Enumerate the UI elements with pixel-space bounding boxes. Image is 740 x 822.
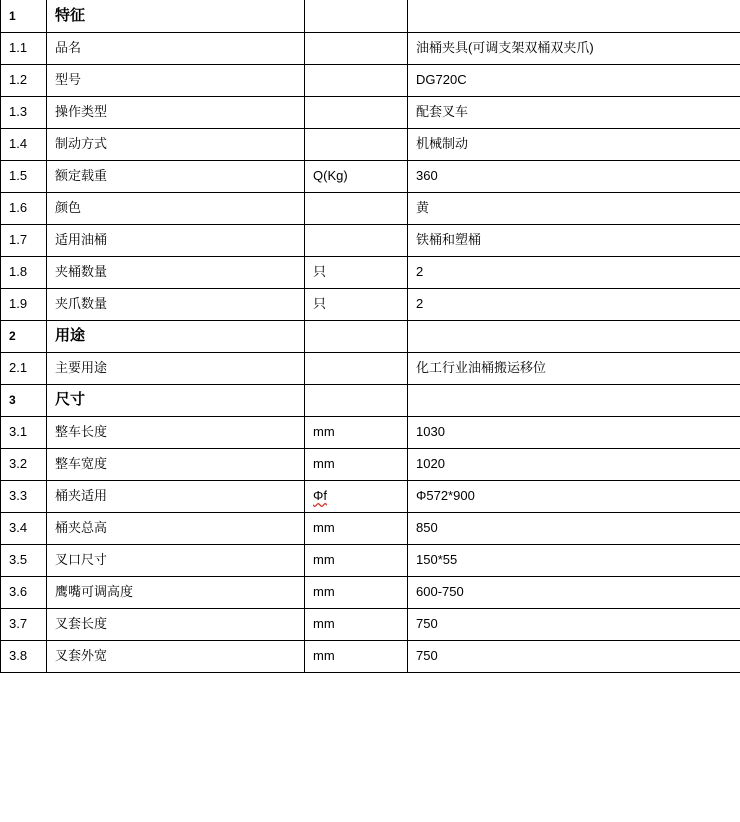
row-item: 叉套长度 xyxy=(47,608,305,640)
row-number: 1.1 xyxy=(1,32,47,64)
table-row xyxy=(1,384,740,416)
row-value: 360 xyxy=(408,160,740,192)
row-unit xyxy=(305,480,408,512)
row-value: 1020 xyxy=(408,448,740,480)
row-unit xyxy=(305,128,408,160)
table-row xyxy=(1,160,740,192)
row-unit: mm xyxy=(305,544,408,576)
row-value: 化工行业油桶搬运移位 xyxy=(408,352,740,384)
row-item: 桶夹总高 xyxy=(47,512,305,544)
table-row xyxy=(1,128,740,160)
table-body xyxy=(1,0,740,672)
row-unit: 只 xyxy=(305,256,408,288)
row-number: 3.6 xyxy=(1,576,47,608)
table-row xyxy=(1,416,740,448)
row-value: 2 xyxy=(408,288,740,320)
row-value: 配套叉车 xyxy=(408,96,740,128)
row-number: 1.9 xyxy=(1,288,47,320)
table-row xyxy=(1,64,740,96)
row-item: 整车宽度 xyxy=(47,448,305,480)
row-item: 特征 xyxy=(47,0,305,32)
row-value xyxy=(408,384,740,416)
row-item: 用途 xyxy=(47,320,305,352)
row-number: 1.8 xyxy=(1,256,47,288)
row-unit: mm xyxy=(305,512,408,544)
table-row xyxy=(1,512,740,544)
table-row xyxy=(1,608,740,640)
row-item: 颜色 xyxy=(47,192,305,224)
row-number: 1.3 xyxy=(1,96,47,128)
row-item: 夹爪数量 xyxy=(47,288,305,320)
row-value: 黄 xyxy=(408,192,740,224)
row-value: 750 xyxy=(408,640,740,672)
row-item: 叉套外宽 xyxy=(47,640,305,672)
row-item: 额定载重 xyxy=(47,160,305,192)
row-item: 尺寸 xyxy=(47,384,305,416)
row-value xyxy=(408,0,740,32)
row-item: 适用油桶 xyxy=(47,224,305,256)
row-number: 3 xyxy=(1,384,47,416)
row-number: 1.6 xyxy=(1,192,47,224)
row-number: 1.5 xyxy=(1,160,47,192)
row-unit-text: Φf xyxy=(313,488,327,504)
row-item: 鹰嘴可调高度 xyxy=(47,576,305,608)
row-value: 机械制动 xyxy=(408,128,740,160)
table-row xyxy=(1,544,740,576)
row-value: DG720C xyxy=(408,64,740,96)
row-item: 操作类型 xyxy=(47,96,305,128)
row-item: 制动方式 xyxy=(47,128,305,160)
row-unit xyxy=(305,192,408,224)
row-unit xyxy=(305,224,408,256)
table-row xyxy=(1,448,740,480)
row-unit: 只 xyxy=(305,288,408,320)
row-item: 型号 xyxy=(47,64,305,96)
row-value: 600-750 xyxy=(408,576,740,608)
row-unit xyxy=(305,64,408,96)
row-unit: mm xyxy=(305,640,408,672)
row-value: 750 xyxy=(408,608,740,640)
row-value: Φ572*900 xyxy=(408,480,740,512)
row-value: 850 xyxy=(408,512,740,544)
row-unit: mm xyxy=(305,448,408,480)
table-row xyxy=(1,480,740,512)
row-value: 150*55 xyxy=(408,544,740,576)
row-number: 3.5 xyxy=(1,544,47,576)
row-unit: mm xyxy=(305,608,408,640)
row-item: 主要用途 xyxy=(47,352,305,384)
row-number: 1.2 xyxy=(1,64,47,96)
row-number: 3.8 xyxy=(1,640,47,672)
row-unit: mm xyxy=(305,416,408,448)
row-value: 铁桶和塑桶 xyxy=(408,224,740,256)
row-unit xyxy=(305,352,408,384)
row-value: 油桶夹具(可调支架双桶双夹爪) xyxy=(408,32,740,64)
table-row xyxy=(1,0,740,32)
table-row xyxy=(1,288,740,320)
row-unit: Q(Kg) xyxy=(305,160,408,192)
table-row xyxy=(1,640,740,672)
row-number: 3.1 xyxy=(1,416,47,448)
row-item: 叉口尺寸 xyxy=(47,544,305,576)
row-number: 1.7 xyxy=(1,224,47,256)
row-unit: mm xyxy=(305,576,408,608)
row-number: 1.4 xyxy=(1,128,47,160)
row-item: 夹桶数量 xyxy=(47,256,305,288)
row-item: 整车长度 xyxy=(47,416,305,448)
row-number: 3.4 xyxy=(1,512,47,544)
row-unit xyxy=(305,0,408,32)
table-row xyxy=(1,576,740,608)
row-item: 品名 xyxy=(47,32,305,64)
row-value xyxy=(408,320,740,352)
row-unit xyxy=(305,32,408,64)
row-number: 3.7 xyxy=(1,608,47,640)
row-number: 3.2 xyxy=(1,448,47,480)
row-unit xyxy=(305,320,408,352)
row-unit xyxy=(305,96,408,128)
row-unit xyxy=(305,384,408,416)
table-row xyxy=(1,192,740,224)
row-number: 3.3 xyxy=(1,480,47,512)
row-item: 桶夹适用 xyxy=(47,480,305,512)
row-value: 2 xyxy=(408,256,740,288)
table-row xyxy=(1,224,740,256)
row-value: 1030 xyxy=(408,416,740,448)
table-row xyxy=(1,96,740,128)
table-row xyxy=(1,320,740,352)
row-number: 2 xyxy=(1,320,47,352)
table-row xyxy=(1,32,740,64)
table-row xyxy=(1,352,740,384)
row-number: 1 xyxy=(1,0,47,32)
row-number: 2.1 xyxy=(1,352,47,384)
table-row xyxy=(1,256,740,288)
